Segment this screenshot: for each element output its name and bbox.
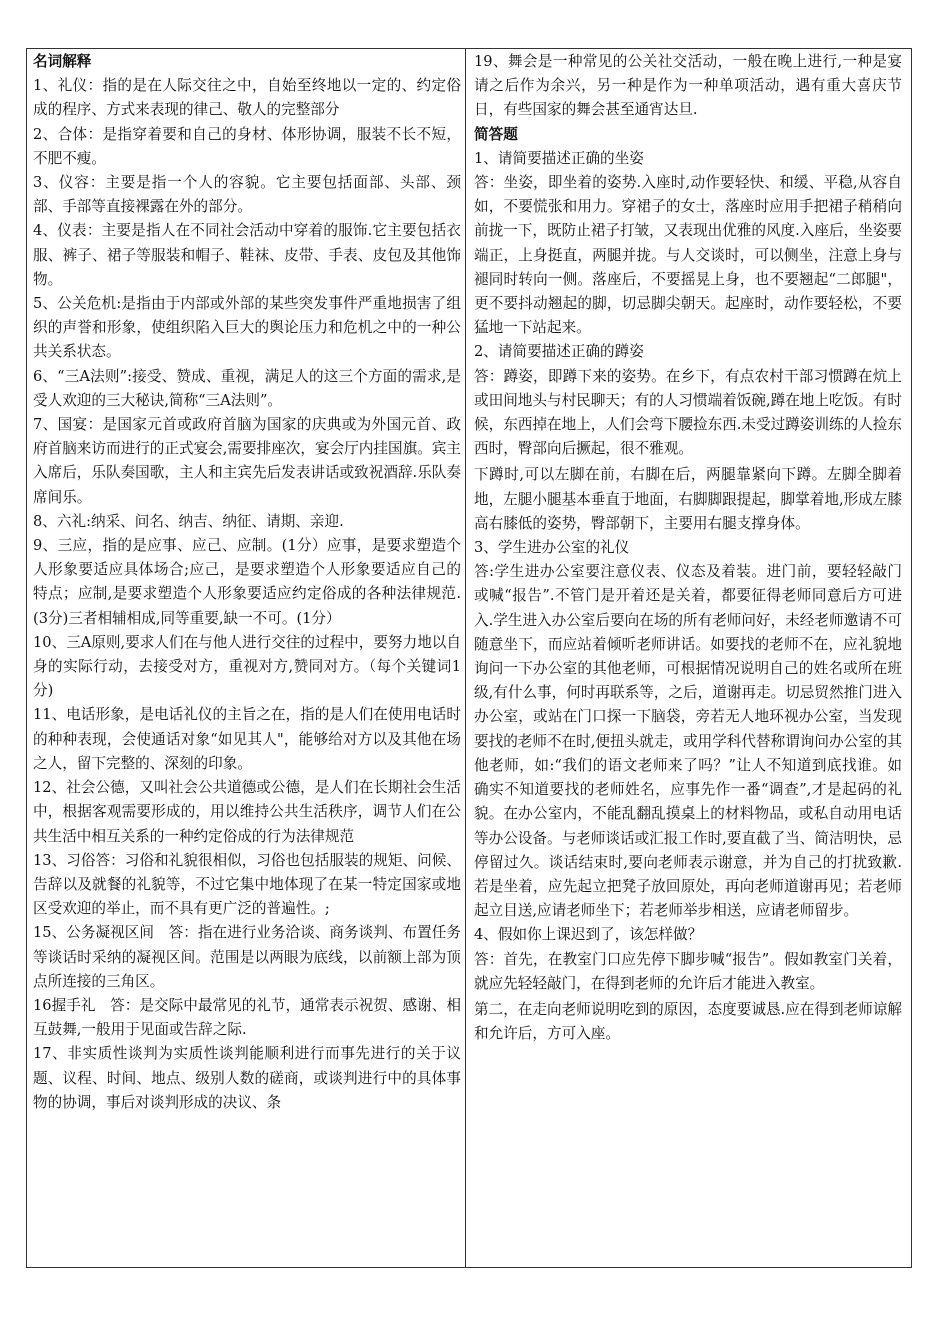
question: 4、假如你上课迟到了，该怎样做？	[474, 926, 703, 944]
answer: 下蹲时,可以左脚在前，右脚在后，两腿靠紧向下蹲。左脚全脚着地，左腿小腿基本垂直于地面，右脚脚跟提起，脚掌着地,形成左膝高右膝低的姿势，臀部朝下，主要用右腿支撑身体。	[474, 466, 902, 532]
term-definition: 15、公务凝视区间 答：指在进行业务洽谈、商务谈判、布置任务等谈话时采纳的凝视区间。范围是以两眼为底线，以前额上部为顶点所连接的三角区。	[33, 924, 461, 990]
term-definition: 11、电话形象，是电话礼仪的主旨之在，指的是人们在使用电话时的种种表现，会使通话对象“如见其人"，能够给对方以及其他在场之人，留下完整的、深刻的印象。	[33, 706, 461, 772]
answer: 答：蹲姿，即蹲下来的姿势。在乡下，有点农村干部习惯蹲在炕上或田间地头与村民聊天；有的人习惯端着饭碗,蹲在地上吃饭。有时候，东西掉在地上，人们会弯下腰捡东西.未受过蹲姿训练的人捡东西时，臀部向后撅起，很不雅观。	[474, 367, 902, 458]
right-column	[474, 50, 902, 1046]
term-definition: 17、非实质性谈判为实质性谈判能顺利进行而事先进行的关于议题、议程、时间、地点、级别人数的磋商，或谈判进行中的具体事物的协调，事后对谈判形成的决议、条	[33, 1045, 461, 1111]
term-definition: 9、三应，指的是应事、应己、应制。(1分）应事，是要求塑造个人形象要适应具体场合;应己，是要求塑造个人形象要适应自己的特点；应制,是要求塑造个人形象要适应约定俗成的各种法律规范.(3分)三者相辅相成,同等重要,缺一不可。(1分）	[33, 537, 461, 627]
term-definition: 8、六礼:纳采、问名、纳吉、纳征、请期、亲迎.	[33, 512, 344, 530]
left-column	[33, 50, 461, 1115]
term-definition: 7、国宴：是国家元首或政府首脑为国家的庆典或为外国元首、政府首脑来访而进行的正式宴会,需要排座次，宴会厅内挂国旗。宾主入席后，乐队奏国歌，主人和主宾先后发表讲话或致祝酒辞.乐队奏席间乐。	[33, 416, 461, 506]
term-definition: 10、三A原则,要求人们在与他人进行交往的过程中，要努力地以自身的实际行动，去接受对方，重视对方,赞同对方。（每个关键词1分)	[33, 633, 461, 700]
term-definition: 16握手礼 答：是交际中最常见的礼节，通常表示祝贺、感谢、相互鼓舞,一般用于见面或告辞之际.	[33, 996, 461, 1039]
term-definition: 6、“三A法则”:接受、赞成、重视，满足人的这三个方面的需求,是受人欢迎的三大秘诀,简称“三A法则”。	[33, 367, 461, 409]
term-definition: 4、仪表：主要是指人在不同社会活动中穿着的服饰.它主要包括衣服、裤子、裙子等服装和帽子、鞋袜、皮带、手表、皮包及其他饰物。	[33, 222, 461, 288]
term-definition: 1、礼仪：指的是在人际交往之中，自始至终地以一定的、约定俗成的程序、方式来表现的律己、敬人的完整部分	[33, 77, 461, 119]
term-definition: 12、社会公德，又叫社会公共道德或公德，是人们在长期社会生活中，根据客观需要形成的，用以维持公共生活秩序，调节人们在公共生活中相互关系的一种约定俗成的行为法律规范	[33, 779, 461, 845]
section-heading-short-answer: 简答题	[474, 125, 518, 143]
question: 3、学生进办公室的礼仪	[474, 539, 630, 557]
section-heading-terms: 名词解释	[33, 53, 92, 70]
answer: 答:学生进办公室要注意仪表、仪态及着装。进门前，要轻轻敲门或喊“报告”.不管门是开着还是关着，都要征得老师同意后方可进入.学生进入办公室后要向在场的所有老师问好，未经老师邀请不可随意坐下，而应站着倾听老师讲话。如要找的老师不在，应礼貌地询问一下办公室的其他老师，可根据情况说明自己的姓名或所在班级,有什么事，何时再联系等，之后，道谢再走。切忌贸然推门进入办公室，或站在门口探一下脑袋，旁若无人地环视办公室，当发现要找的老师不在时,便扭头就走，或用学科代替称谓询问办公室的其他老师，如:“我们的语文老师来了吗？”让人不知道到底找谁。如确实不知道要找的老师姓名，应事先作一番“调查”,才是起码的礼貌。在办公室内，不能乱翻乱摸桌上的材料物品，或私自动用电话等办公设备。与老师谈话或汇报工作时,要直截了当、简洁明快，忌停留过久。谈话结束时,要向老师表示谢意，并为自己的打扰致歉.若是坐着，应先起立把凳子放回原处，再向老师道谢再见；若老师起立目送,应请老师坐下；若老师举步相送，应请老师留步。	[474, 563, 902, 920]
question: 2、请简要描述正确的蹲姿	[474, 343, 644, 361]
answer: 第二，在走向老师说明吃到的原因，态度要诚恳.应在得到老师谅解和允许后，方可入座。	[474, 1000, 902, 1043]
answer: 答：首先，在教室门口应先停下脚步喊“报告”。假如教室门关着，就应先轻轻敲门，在得到老师的允许后才能进入教室。	[474, 950, 902, 992]
question: 1、请简要描述正确的坐姿	[474, 149, 644, 167]
term-definition: 3、仪容：主要是指一个人的容貌。它主要包括面部、头部、颈部、手部等直接裸露在外的部分。	[33, 174, 461, 216]
term-definition: 2、合体：是指穿着要和自己的身材、体形协调，服装不长不短，不肥不瘦。	[33, 125, 461, 167]
column-divider	[465, 48, 466, 1268]
term-definition: 19、舞会是一种常见的公关社交活动，一般在晚上进行,一种是宴请之后作为余兴，另一种是作为一种单项活动，遇有重大喜庆节日，有些国家的舞会甚至通宵达旦.	[474, 53, 902, 119]
term-definition: 5、公关危机:是指由于内部或外部的某些突发事件严重地损害了组织的声誉和形象，使组织陷入巨大的舆论压力和危机之中的一种公共关系状态。	[33, 295, 461, 361]
answer: 答：坐姿，即坐着的姿势.入座时,动作要轻快、和缓、平稳,从容自如，不要慌张和用力。穿裙子的女士，落座时应用手把裙子稍稍向前拢一下，既防止裙子打皱，又表现出优雅的风度.入座后，坐姿要端正，上身挺直，两腿并拢。与人交谈时，可以侧坐，注意上身与褪同时转向一侧。落座后，不要摇晃上身，也不要翘起“二郎腿"，更不要抖动翘起的脚，切忌脚尖朝天。起座时，动作要轻松，不要猛地一下站起来。	[474, 174, 902, 337]
term-definition: 13、习俗答：习俗和礼貌很相似，习俗也包括服装的规矩、问候、告辞以及就餐的礼貌等，不过它集中地体现了在某一特定国家或地区受欢迎的举止，而不具有更广泛的普遍性。;	[33, 851, 461, 918]
